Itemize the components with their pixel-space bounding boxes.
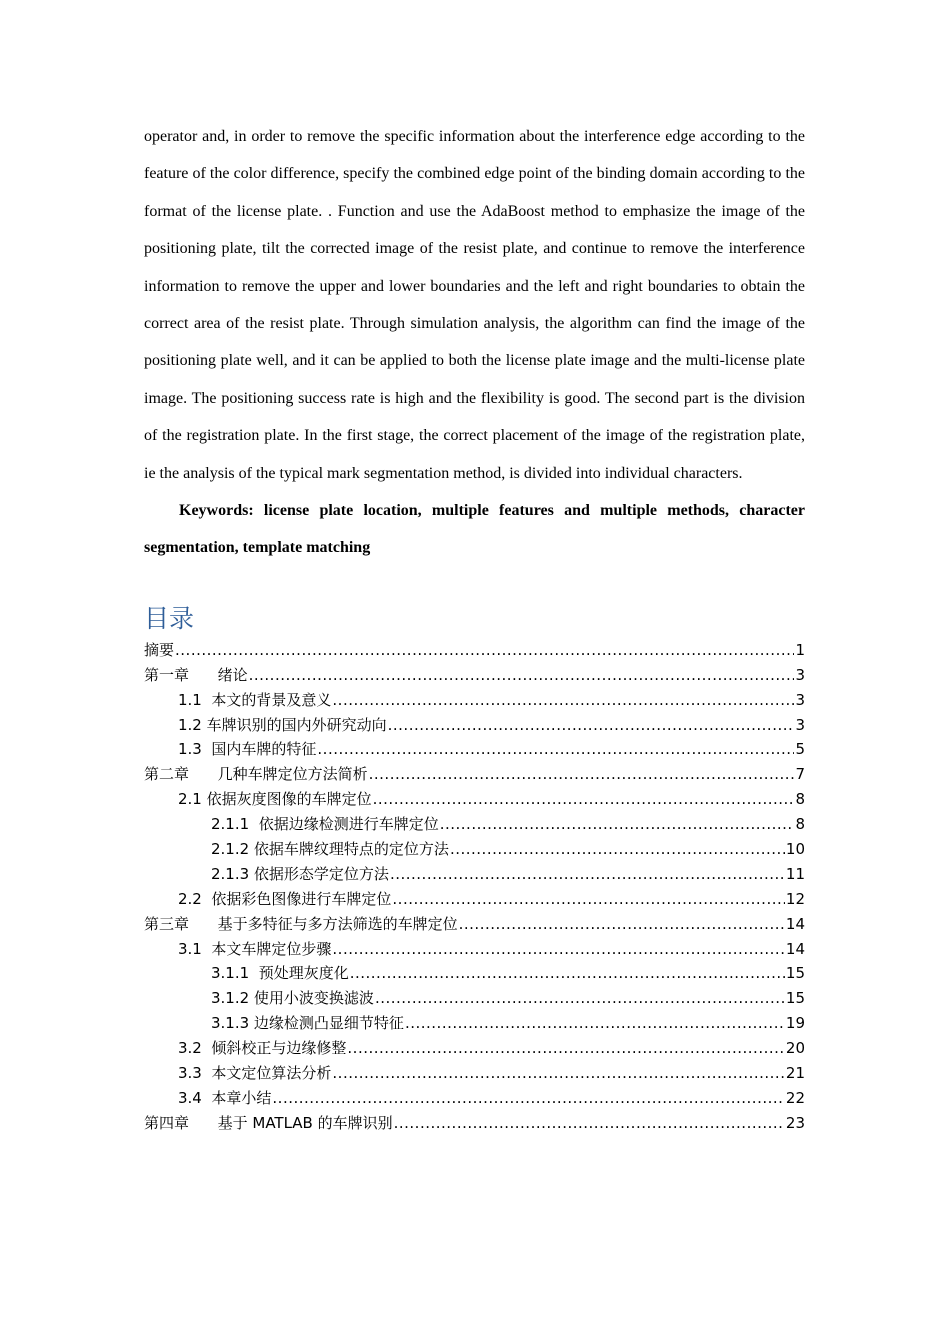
toc-entry-page: 19 bbox=[785, 1014, 805, 1033]
toc-entry[interactable] bbox=[144, 763, 805, 788]
toc-entry-page: 21 bbox=[785, 1064, 805, 1083]
toc-entry-text: 2.2 依据彩色图像进行车牌定位 bbox=[178, 889, 392, 908]
toc-entry[interactable] bbox=[144, 1112, 805, 1137]
toc-entry-page: 10 bbox=[785, 840, 805, 858]
toc-entry[interactable] bbox=[144, 863, 805, 888]
toc-entry-text: 3.1.3 边缘检测凸显细节特征 bbox=[211, 1014, 404, 1033]
toc-entry[interactable] bbox=[144, 838, 805, 863]
toc-entry-text: 2.1.1 依据边缘检测进行车牌定位 bbox=[211, 815, 439, 834]
toc-entry[interactable] bbox=[144, 639, 805, 664]
toc-entry-text: 2.1.3 依据形态学定位方法 bbox=[211, 864, 389, 883]
toc-entry[interactable] bbox=[144, 1087, 805, 1112]
toc-entry-page: 14 bbox=[785, 939, 805, 958]
table-of-contents bbox=[144, 639, 805, 1137]
toc-entry[interactable] bbox=[144, 664, 805, 689]
toc-entry-page: 7 bbox=[795, 765, 805, 784]
toc-entry-text: 第三章 基于多特征与多方法筛选的车牌定位 bbox=[144, 914, 458, 933]
toc-title: 目录 bbox=[144, 603, 195, 633]
toc-entry-page: 3 bbox=[795, 665, 805, 684]
toc-entry-text: 1.3 国内车牌的特征 bbox=[178, 740, 317, 759]
toc-entry-text: 第四章 基于 MATLAB 的车牌识别 bbox=[144, 1113, 393, 1132]
toc-entry-text: 第一章 绪论 bbox=[144, 665, 248, 684]
toc-entry-text: 3.1 本文车牌定位步骤 bbox=[178, 939, 332, 958]
toc-entry[interactable] bbox=[144, 1037, 805, 1062]
toc-entry[interactable] bbox=[144, 738, 805, 763]
toc-entry-text: 3.1.1 预处理灰度化 bbox=[211, 964, 349, 983]
toc-entry-text: 1.1 本文的背景及意义 bbox=[178, 690, 332, 709]
toc-entry[interactable] bbox=[144, 1012, 805, 1037]
toc-entry-page: 11 bbox=[785, 864, 805, 883]
toc-entry[interactable] bbox=[144, 813, 805, 838]
toc-entry[interactable] bbox=[144, 962, 805, 987]
toc-entry-text: 第二章 几种车牌定位方法简析 bbox=[144, 765, 368, 784]
toc-entry[interactable] bbox=[144, 888, 805, 913]
toc-entry[interactable] bbox=[144, 714, 805, 739]
toc-entry[interactable] bbox=[144, 987, 805, 1012]
toc-entry[interactable] bbox=[144, 689, 805, 714]
toc-entry-text: 1.2 车牌识别的国内外研究动向 bbox=[178, 715, 387, 734]
toc-entry-text: 摘要 bbox=[144, 640, 175, 659]
toc-entry-page: 8 bbox=[795, 815, 805, 834]
toc-entry[interactable] bbox=[144, 938, 805, 963]
toc-entry[interactable] bbox=[144, 1062, 805, 1087]
toc-entry[interactable] bbox=[144, 788, 805, 813]
toc-entry-text: 3.1.2 使用小波变换滤波 bbox=[211, 989, 374, 1008]
toc-entry-page: 3 bbox=[795, 715, 805, 734]
toc-entry-page: 12 bbox=[785, 889, 805, 908]
toc-entry-page: 15 bbox=[785, 989, 805, 1008]
toc-entry-page: 15 bbox=[785, 964, 805, 983]
document-page bbox=[144, 118, 805, 1137]
toc-entry-text: 3.4 本章小结 bbox=[178, 1088, 272, 1107]
toc-entry-page: 23 bbox=[785, 1113, 805, 1132]
toc-entry[interactable] bbox=[144, 913, 805, 938]
toc-entry-text: 2.1.2 依据车牌纹理特点的定位方法 bbox=[211, 840, 449, 858]
toc-entry-page: 14 bbox=[785, 914, 805, 933]
toc-entry-page: 3 bbox=[795, 690, 805, 709]
toc-entry-text: 3.2 倾斜校正与边缘修整 bbox=[178, 1039, 347, 1058]
toc-entry-text: 2.1 依据灰度图像的车牌定位 bbox=[178, 790, 372, 809]
abstract-paragraph: operator and, in order to remove the specific information about the interference edge according to the feature of the color difference, specify the combined edge point of the binding domain according to the format of the license plate. . Function and use the AdaBoost method to emphasize the image of the positioning plate, tilt the corrected image of the resist plate, and continue to remove the interference information to remove the upper and lower boundaries and the left and right boundaries to obtain the correct area of the resist plate. Through simulation analysis, the algorithm can find the image of the positioning plate well, and it can be applied to both the license plate image and the multi-license plate image. The positioning success rate is high and the flexibility is good. The second part is the division of the registration plate. In the first stage, the correct placement of the image of the registration plate, ie the analysis of the typical mark segmentation method, is divided into individual characters. bbox=[144, 128, 805, 482]
toc-entry-page: 20 bbox=[785, 1039, 805, 1058]
toc-entry-page: 1 bbox=[795, 640, 805, 659]
toc-entry-page: 5 bbox=[795, 740, 805, 759]
keywords-paragraph: Keywords: license plate location, multiple features and multiple methods, character segmentation, template matching bbox=[144, 502, 805, 557]
toc-entry-page: 22 bbox=[785, 1088, 805, 1107]
toc-entry-page: 8 bbox=[795, 790, 805, 809]
toc-entry-text: 3.3 本文定位算法分析 bbox=[178, 1064, 332, 1083]
